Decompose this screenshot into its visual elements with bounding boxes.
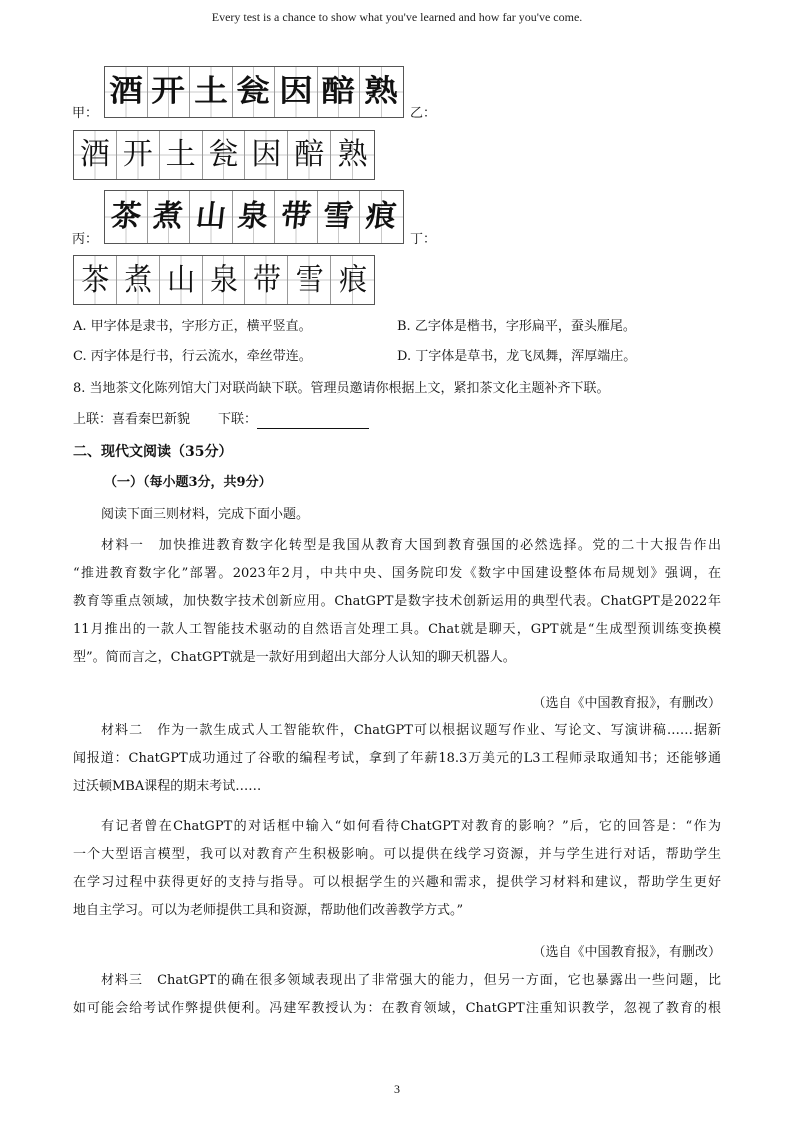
section-subtitle: （一）（每小题3分，共9分） [104,475,272,490]
callig-char: 泉 [236,199,271,234]
material-1 [73,532,721,672]
callig-char: 茶 [108,199,143,234]
callig-cell [203,256,246,304]
callig-char: 熟 [364,74,399,109]
callig-cell [74,256,117,304]
callig-cell [233,67,276,117]
callig-cell [190,67,233,117]
page-header-motto: Every test is a chance to show what you've learned and how far you've come. [211,10,583,24]
option-d: D. 丁字体是草书，龙飞凤舞，浑厚端庄。 [397,349,637,364]
callig-char: 痕 [339,261,367,298]
text-line: 材料一 加快推进教育数字化转型是我国从教育大国到教育强国的必然选择。党的二十大报告作出 [101,538,721,553]
callig-char: 酒 [108,74,143,109]
calligraphy-bing [104,190,404,244]
callig-cell [288,131,331,179]
text-line: 11月推出的一款人工智能技术驱动的自然语言处理工具。Chat就是聊天，GPT就是“生成型预训练变换模 [73,622,721,637]
callig-char: 茶 [81,261,109,298]
callig-char: 土 [193,74,228,109]
callig-char: 开 [122,137,153,172]
callig-char: 山 [193,199,228,234]
callig-char: 雪 [295,261,323,298]
callig-char: 醅 [321,74,356,109]
text-line: 教育等重点领域，加快数字技术创新应用。ChatGPT是数字技术创新运用的典型代表。ChatGPT是2022年 [73,594,721,609]
callig-char: 痕 [364,199,399,234]
callig-char: 带 [252,261,280,298]
text-line: 有记者曾在ChatGPT的对话框中输入“如何看待ChatGPT对教育的影响？”后，它的回答是：“作为 [101,819,721,834]
page-number: 3 [394,1082,400,1096]
label-jia: 甲： [72,106,99,121]
callig-cell [105,191,148,243]
callig-cell [288,256,331,304]
callig-char: 因 [251,137,282,172]
callig-char: 带 [278,199,313,234]
callig-cell [190,191,233,243]
text-line: 在学习过程中获得更好的支持与指导。可以根据学生的兴趣和需求，提供学习材料和建议，帮助学生更好 [73,875,721,890]
section-title: 二、现代文阅读（35分） [73,444,233,460]
text-line: “推进教育数字化”部署。2023年2月，中共中央、国务院印发《数字中国建设整体布局规划》强调，在 [73,566,721,581]
text-line: 一个大型语言模型，我可以对教育产生积极影响。可以提供在线学习资源，并与学生进行对话，帮助学生 [73,847,721,862]
callig-cell [233,191,276,243]
calligraphy-ding [73,255,375,305]
calligraphy-jia [104,66,404,118]
calligraphy-yi [73,130,375,180]
callig-char: 瓮 [236,74,271,109]
callig-char: 开 [151,74,186,109]
callig-char: 泉 [210,261,238,298]
callig-cell [105,67,148,117]
question-8: 8. 当地茶文化陈列馆大门对联尚缺下联。管理员邀请你根据上文，紧扣茶文化主题补齐下联。 [73,381,610,396]
material-2-paragraph-2 [73,813,721,925]
callig-cell [74,131,117,179]
callig-char: 瓮 [208,137,239,172]
callig-cell [331,256,374,304]
text-line: 地自主学习。可以为老师提供工具和资源，帮助他们改善教学方式。” [73,903,464,918]
callig-cell [148,191,191,243]
text-line: 材料三 ChatGPT的确在很多领域表现出了非常强大的能力，但另一方面，它也暴露出一些问题，比 [101,973,721,988]
callig-cell [275,67,318,117]
callig-cell [360,191,403,243]
callig-cell [245,131,288,179]
callig-cell [318,191,361,243]
callig-cell [360,67,403,117]
callig-char: 山 [167,261,195,298]
material-2 [73,717,721,801]
callig-cell [245,256,288,304]
callig-cell [275,191,318,243]
callig-cell [160,256,203,304]
couplet-row [73,411,369,429]
material-3 [73,967,721,1023]
callig-char: 雪 [321,199,356,234]
callig-cell [160,131,203,179]
callig-cell [117,256,160,304]
text-line: 如可能会给考试作弊提供便利。冯建军教授认为：在教育领域，ChatGPT注重知识教学，忽视了教育的根 [73,1001,721,1016]
label-yi: 乙： [410,106,437,121]
callig-cell [203,131,246,179]
callig-cell [117,131,160,179]
callig-char: 煮 [151,199,186,234]
text-line: 闻报道：ChatGPT成功通过了谷歌的编程考试，拿到了年薪18.3万美元的L3工程师录取通知书；还能够通 [73,751,721,766]
callig-char: 土 [165,137,196,172]
couplet-lower-label: 下联： [218,412,258,427]
source-1: （选自《中国教育报》，有删改） [532,696,721,711]
couplet-answer-blank [257,414,369,429]
callig-char: 熟 [337,137,368,172]
callig-char: 因 [278,74,313,109]
option-b: B. 乙字体是楷书，字形扁平，蚕头雁尾。 [397,319,636,334]
source-2: （选自《中国教育报》，有删改） [532,945,721,960]
option-a: A. 甲字体是隶书，字形方正，横平竖直。 [73,319,312,334]
section-intro: 阅读下面三则材料，完成下面小题。 [101,507,310,522]
text-line: 过沃顿MBA课程的期末考试…… [73,779,262,794]
callig-cell [318,67,361,117]
callig-char: 煮 [124,261,152,298]
couplet-upper: 上联：喜看秦巴新貌 [73,412,191,427]
text-line: 型”。简而言之，ChatGPT就是一款好用到超出大部分人认知的聊天机器人。 [73,650,516,665]
label-ding: 丁： [410,232,437,247]
callig-char: 酒 [79,137,110,172]
callig-char: 醅 [294,137,325,172]
label-bing: 丙： [72,232,99,247]
callig-cell [331,131,374,179]
option-c: C. 丙字体是行书，行云流水，牵丝带连。 [73,349,312,364]
text-line: 材料二 作为一款生成式人工智能软件，ChatGPT可以根据议题写作业、写论文、写演讲稿……据新 [101,723,721,738]
callig-cell [148,67,191,117]
